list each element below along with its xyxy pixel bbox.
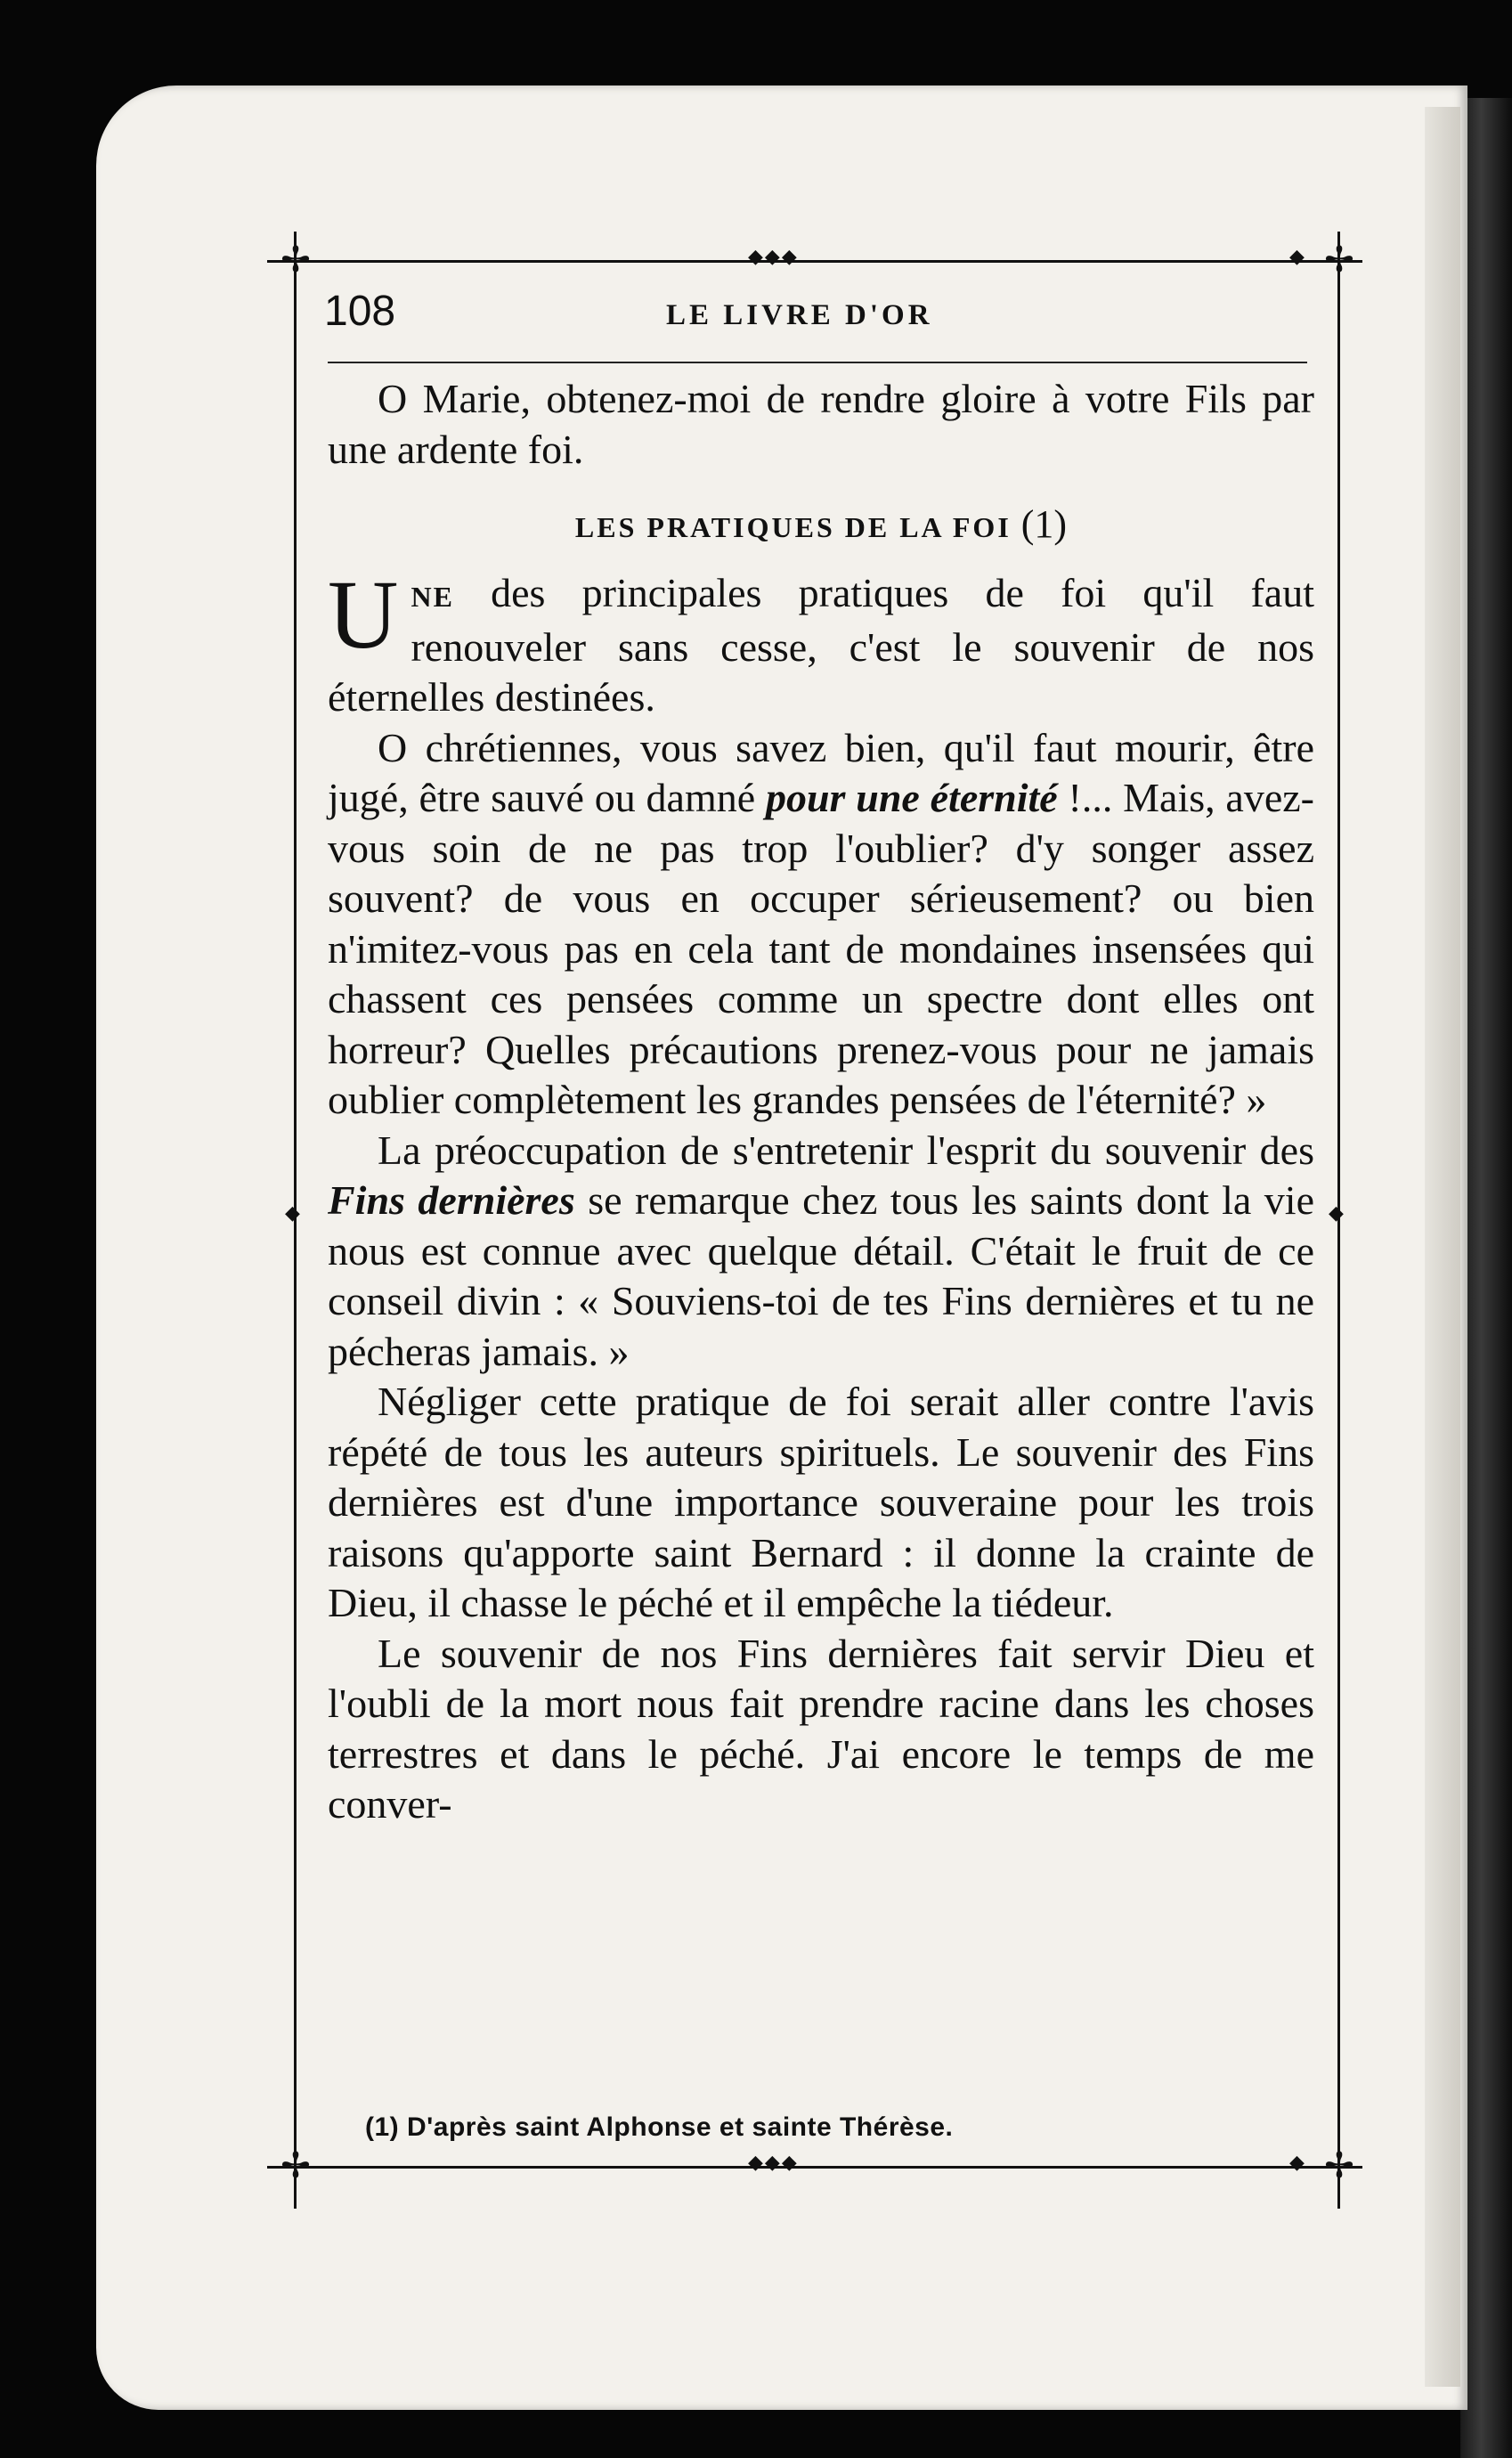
paragraph-chretiennes [328,723,1314,1126]
running-title: LE LIVRE D'OR [666,299,933,331]
diamond-ornament-icon: ◆ [1329,1202,1345,1225]
page-number: 108 [324,288,396,335]
paragraph-prayer: O Marie, obtenez-moi de rendre gloire à votre Fils par une ardente foi. [328,376,1314,472]
paragraph-text: La préoccupation de s'entretenir l'esprit du souvenir des [378,1127,1314,1173]
paragraph-opening-text: des principales pratiques de foi qu'il faut renouveler sans cesse, c'est le souvenir de nos éternelles destinées. [328,570,1314,720]
paragraph-text: O chrétiennes, vous savez bien, qu'il faut mourir, être jugé, être sauvé ou damné [328,724,1314,820]
paragraph-negliger: Négliger cette pratique de foi serait aller contre l'avis répété de tous les auteurs spirituels. Le souvenir des Fins dernières est d'une importance souveraine pour les trois raisons qu'apporte saint Bernard : il donne la crainte de Dieu, il chasse le péché et il empêche la tiédeur. [328,1379,1314,1625]
section-heading [328,500,1314,552]
cross-ornament-icon: ✢ [1324,240,1354,281]
diamond-ornament-icon: ◆◆◆ [748,246,799,268]
cross-ornament-icon: ✢ [280,2145,311,2186]
frame-bottom-rule [267,2166,1362,2169]
diamond-ornament-icon: ◆ [1289,246,1306,268]
paragraph-text: se remarque chez tous les saints dont la vie nous est connue avec quelque détail. C'était le fruit de ce conseil divin : « Souviens-toi de tes Fins dernières et tu ne pécheras jamais. » [328,1177,1314,1374]
book-binding-shadow [1460,98,1512,2458]
cross-ornament-icon: ✢ [1324,2145,1354,2186]
drop-cap: U [328,560,399,669]
frame-top-rule [267,260,1362,263]
paragraph-souvenir: Le souvenir de nos Fins dernières fait servir Dieu et l'oubli de la mort nous fait prendre racine dans les choses terrestres et dans le péché. J'ai encore le temps de me conver- [328,1630,1314,1827]
diamond-ornament-icon: ◆ [1289,2152,1306,2174]
footnote-ref: (1) [1020,502,1068,546]
diamond-ornament-icon: ◆◆◆ [748,2152,799,2174]
header-rule [328,362,1307,363]
body-text [328,374,1314,1830]
paragraph-text: !... Mais, avez-vous soin de ne pas trop l'oublier? d'y songer assez souvent? de vous en occuper sérieusement? ou bien n'imitez-vous pas en cela tant de mondaines insensées qui chassent ces pensées comme un spectre dont elles ont horreur? Quelles précautions prenez-vous pour ne jamais oublier complètement les grandes pensées de l'éternité? » [328,775,1314,1122]
paragraph-opening [328,560,1314,723]
running-head [324,287,1307,349]
diamond-ornament-icon: ◆ [285,1202,302,1225]
italic-phrase: pour une éternité [765,775,1058,820]
drop-cap-smallcaps: NE [411,581,454,613]
italic-phrase: Fins dernières [328,1177,575,1223]
section-heading-text: LES PRATIQUES DE LA FOI [574,511,1012,543]
paragraph-preoccupation [328,1126,1314,1378]
footnote: (1) D'après saint Alphonse et sainte Thérèse. [365,2112,954,2142]
cross-ornament-icon: ✢ [280,240,311,281]
page-edge [1425,107,1460,2387]
